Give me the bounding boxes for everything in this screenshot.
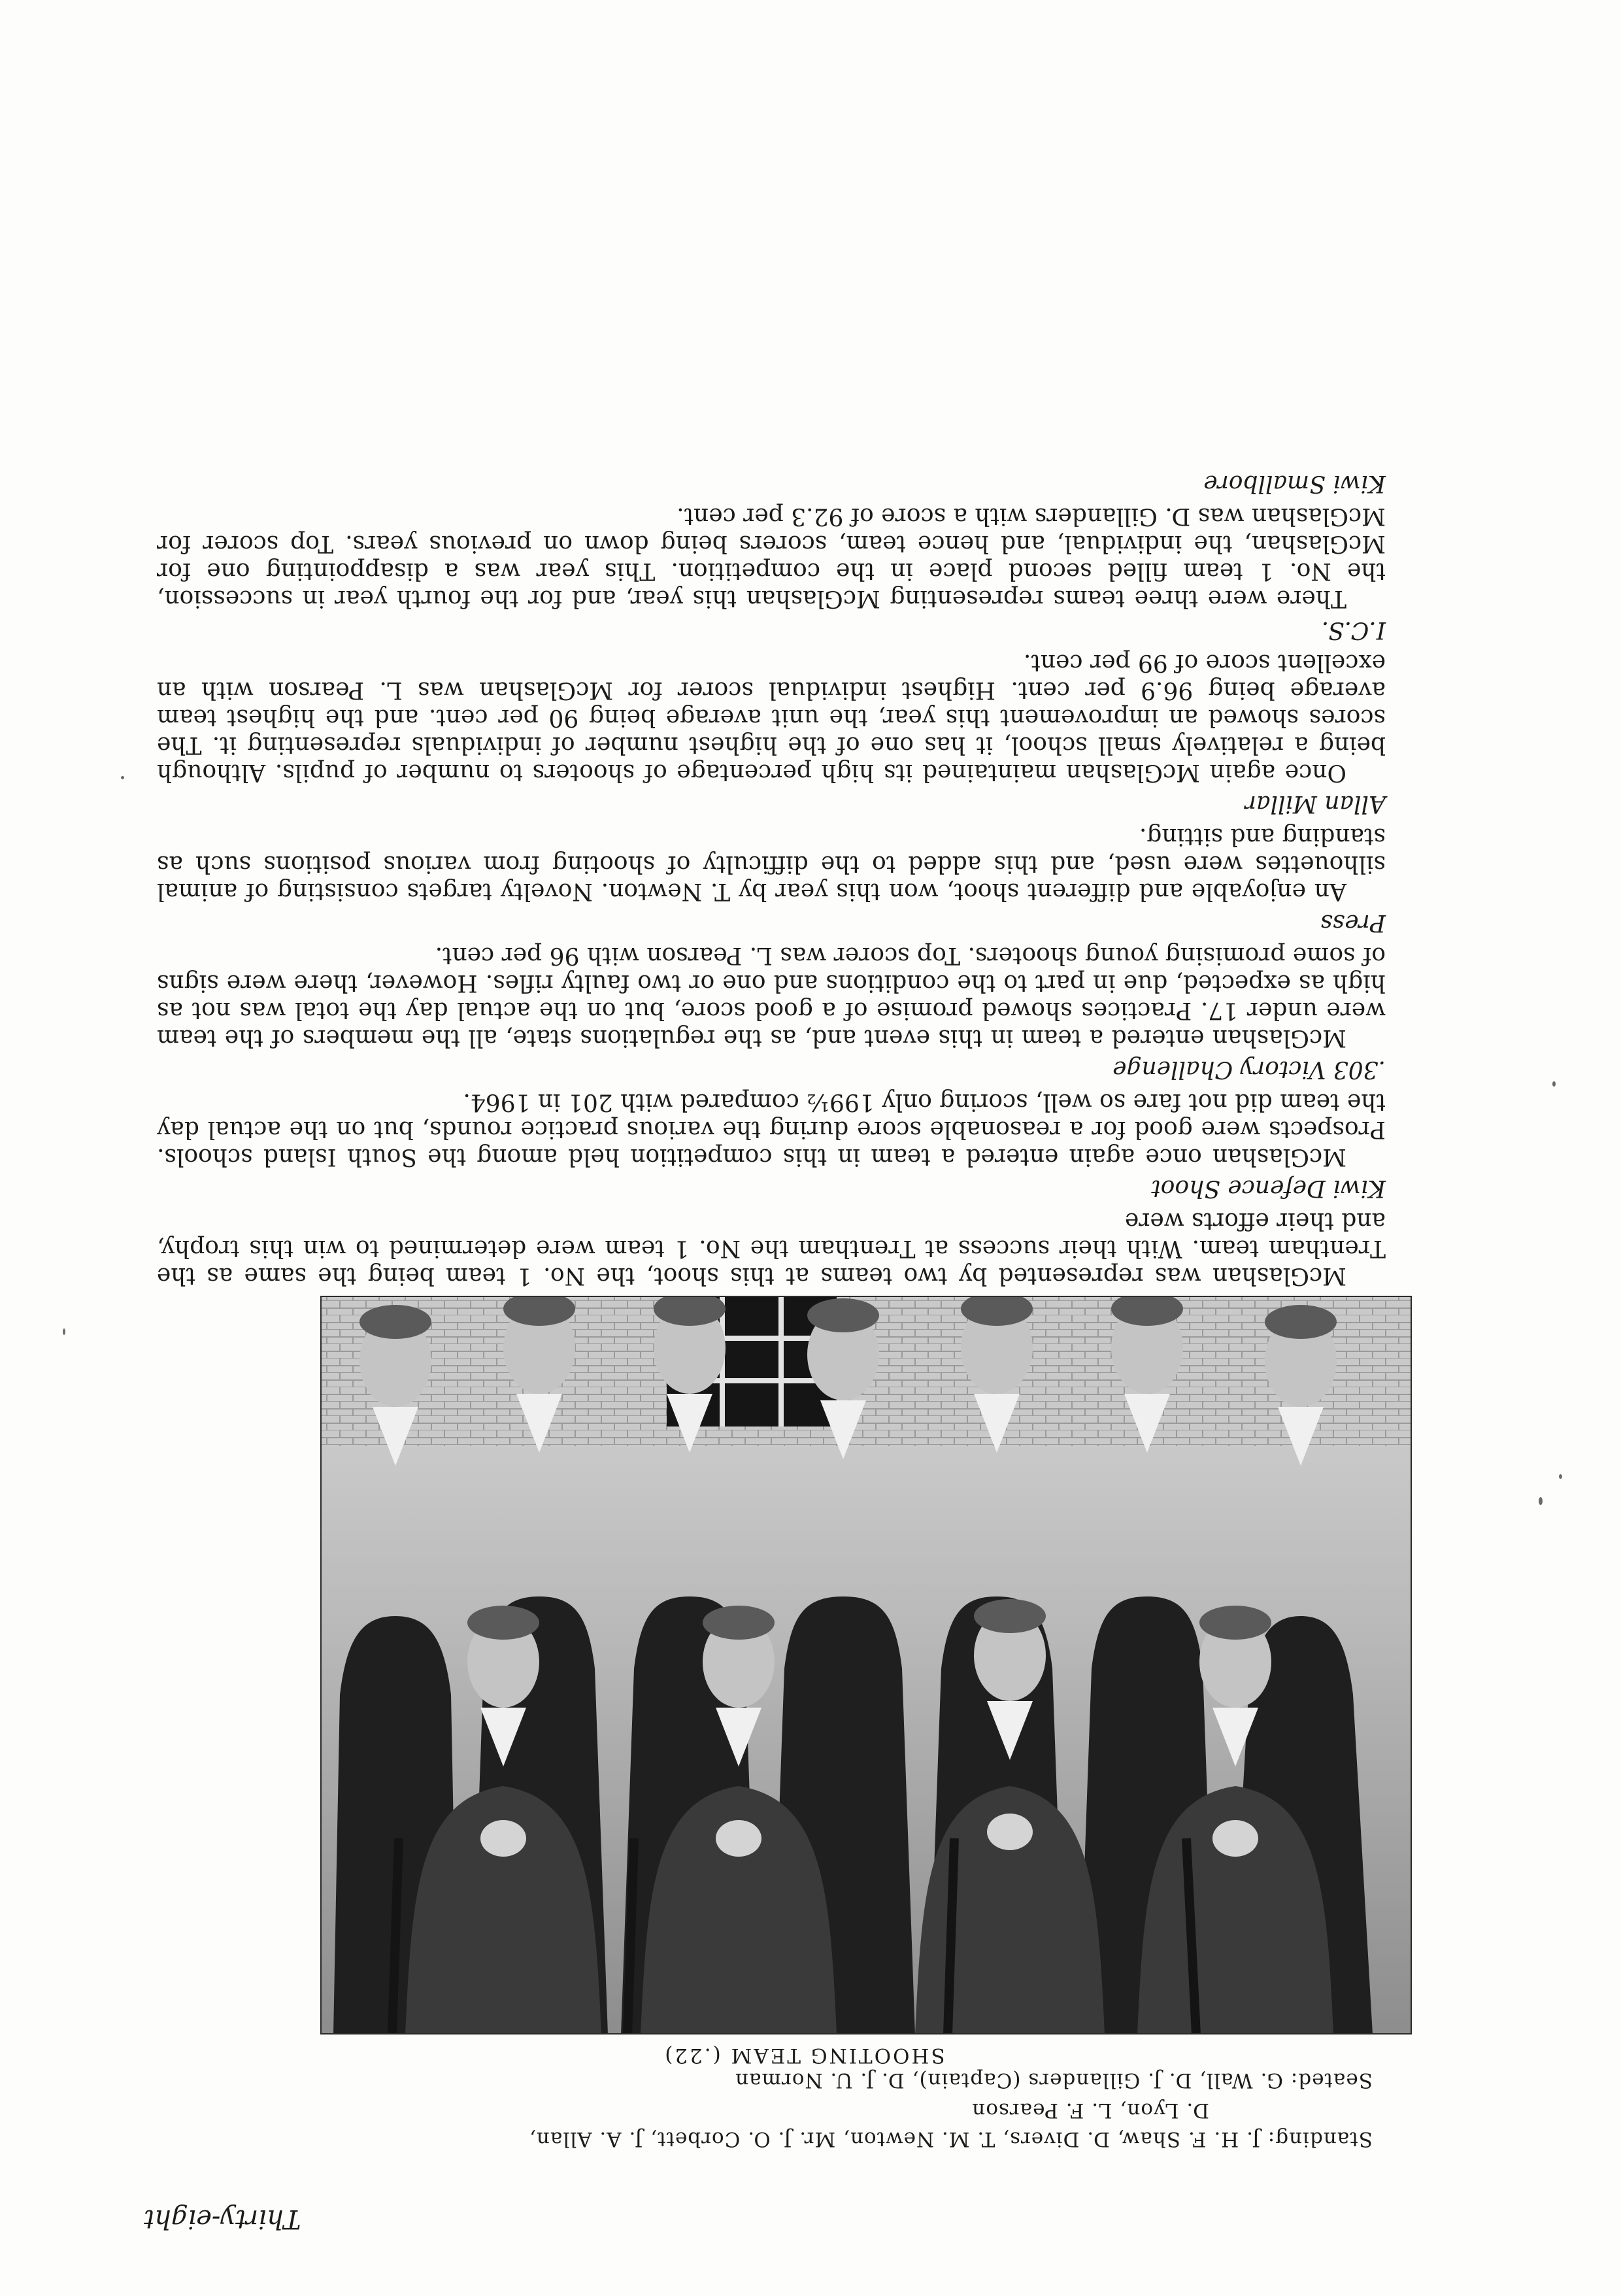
page-number: Thirty-eight (144, 2204, 301, 2234)
scan-speck (1539, 1497, 1543, 1505)
section-heading-allan-millar: Allan Millar (1245, 790, 1386, 817)
caption-line-standing-continued: D. Lyon, L. F. Pearson (971, 2099, 1209, 2122)
caption-line-seated: Seated: G. Wall, D. J. Gillanders (Captain), D. J. U. Norman (735, 2068, 1373, 2092)
scan-speck (1552, 1081, 1556, 1087)
section-heading-303-victory-challenge: .303 Victory Challenge (1112, 1056, 1386, 1083)
section-text-303-victory-challenge: McGlashan once again entered a team in this competition held among the South Island schools. Prospects were good for a reasonable score during the various practice rounds, but on the actual day the team did not fare so well, scoring only 199½ compared with 201 in 1964. (157, 1089, 1386, 1170)
photo-caption-standing (144, 2096, 1373, 2153)
section-heading-press: Press (1320, 909, 1386, 936)
section-heading-kiwi-smallbore: Kiwi Smallbore (1203, 470, 1386, 497)
section-text-allan-millar: An enjoyable and different shoot, won this year by T. Newton. Novelty targets consisting of animal silhouettes were used, and this added to the difficulty of shooting from various positions such as standing and sitting. (157, 823, 1386, 905)
team-photo (320, 1296, 1412, 2034)
section-text-press: McGlashan entered a team in this event and, as the regulations state, all the members of the team were under 17. Practices showed promise of a good score, but on the actual day the total was not as high as expected, due in part to the conditions and one or two faulty rifles. However, there were signs of some promising young shooters. Top scorer was L. Pearson with 96 per cent. (157, 942, 1386, 1051)
section-text-ics: Once again McGlashan maintained its high percentage of shooters to number of pupils. Although being a relatively small school, it has one of the highest number of individuals representing it. The scores showed an improvement this year, the unit average being 90 per cent. and the highest team average being 96.9 per cent. Highest individual scorer for McGlashan was L. Pearson with an excellent score of 99 per cent. (157, 649, 1386, 786)
photo-caption-seated (144, 2066, 1373, 2095)
scan-speck (121, 776, 124, 779)
section-heading-ics: I.C.S. (1321, 616, 1386, 643)
scan-speck (1559, 1474, 1562, 1479)
section-text-kiwi-smallbore: There were three teams representing McGlashan this year, and for the fourth year in succession, the No. 1 team filled second place in the competition. This year was a disappointing one for McGlashan, the individual, and hence team, scorers being down on previous years. Top scorer for McGlashan was D. Gillanders with a score of 92.3 per cent. (157, 503, 1386, 612)
scan-speck (63, 1328, 65, 1335)
section-heading-kiwi-defence-shoot: Kiwi Defence Shoot (1151, 1175, 1386, 1202)
continued-paragraph: McGlashan was represented by two teams at this shoot, the No. 1 team being the same as the Trentham team. With their success at Trentham the No. 1 team were determined to win this trophy, and their efforts were (157, 1207, 1386, 1289)
caption-line-standing: Standing: J. H. F. Shaw, D. Divers, T. M. Newton, Mr. J. O. Corbett, J. A. Allan, (529, 2127, 1373, 2151)
photo-title: SHOOTING TEAM (.22) (663, 2044, 945, 2067)
report-body (157, 465, 1386, 1289)
